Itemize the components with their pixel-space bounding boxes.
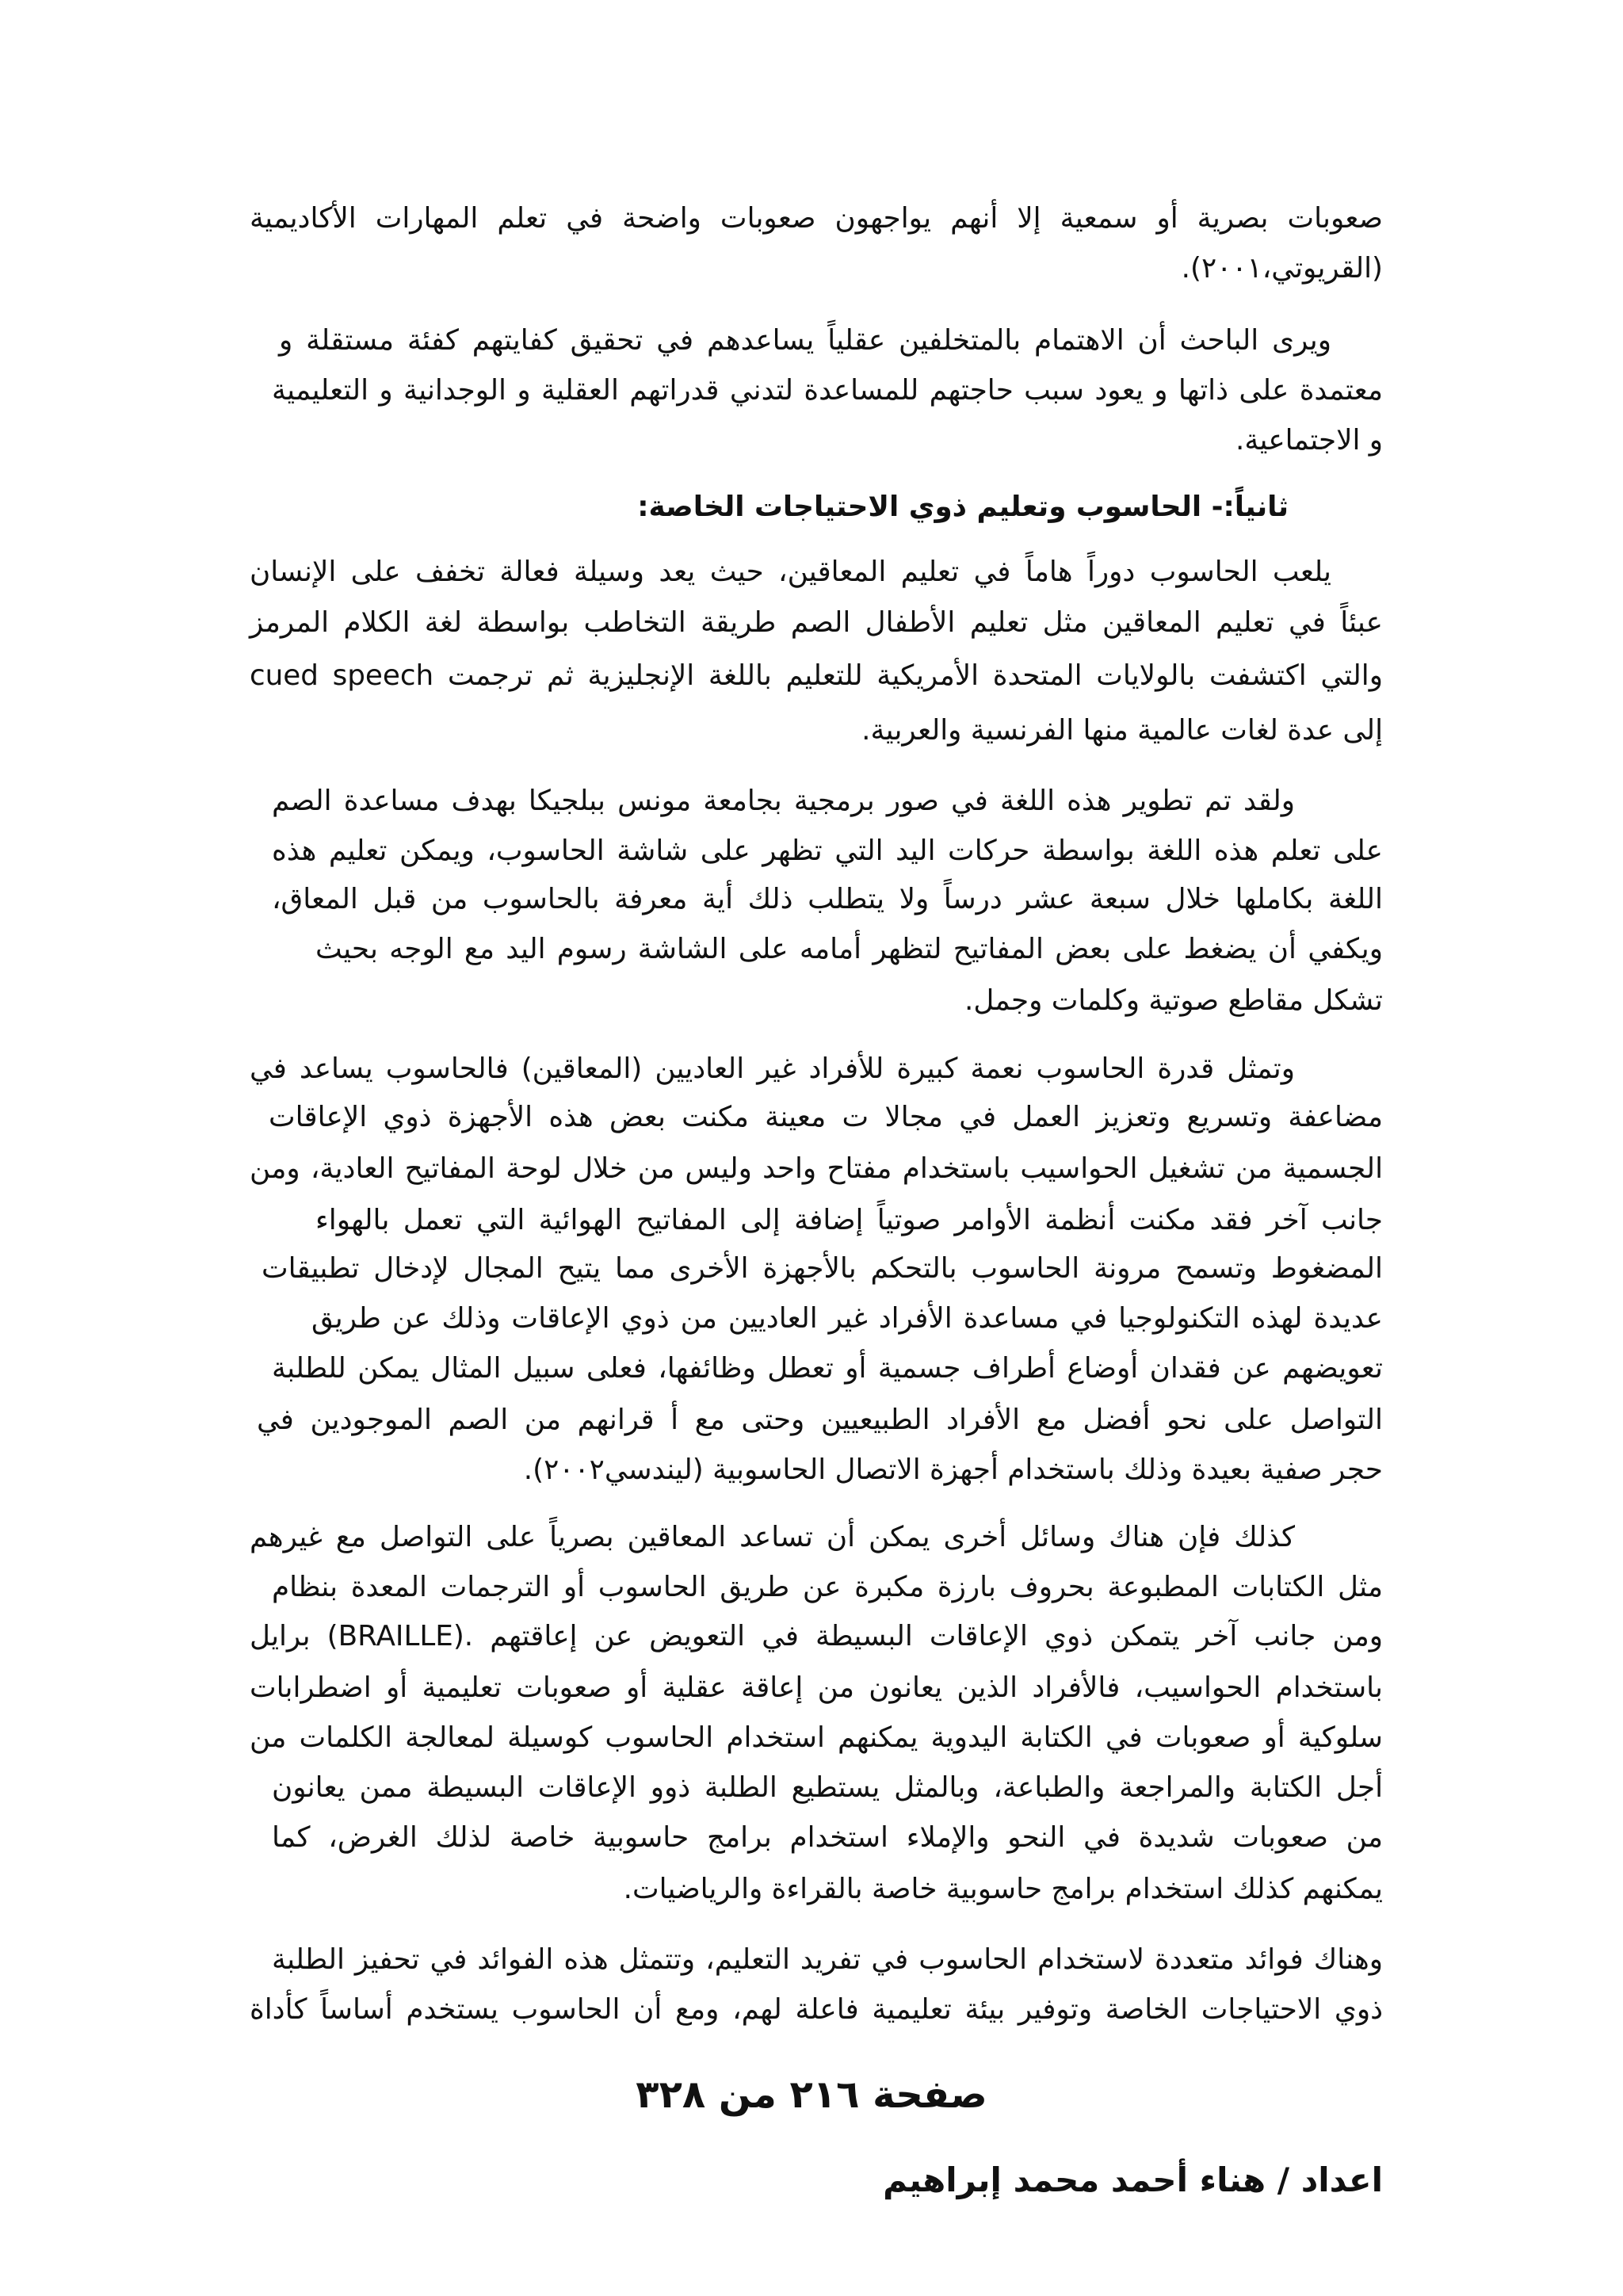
body-text-line: الجسمية من تشغيل الحواسيب باستخدام مفتاح واحد وليس من خلال لوحة المفاتيح العادية، ومن (250, 1152, 1383, 1185)
body-text-line: عبئاً في تعليم المعاقين مثل تعليم الأطفال الصم طريقة التخاطب بواسطة لغة الكلام المرمز (250, 606, 1383, 639)
body-text-line: مضاعفة وتسريع وتعزيز العمل في مجالا ت معينة مكنت بعض هذه الأجهزة ذوي الإعاقات (269, 1101, 1383, 1133)
body-text-line: التواصل على نحو أفضل مع الأفراد الطبيعيين وحتى مع أ قرانهم من الصم الموجودين في (257, 1404, 1383, 1436)
body-text-line: مثل الكتابات المطبوعة بحروف بارزة مكبرة عن طريق الحاسوب أو الترجمات المعدة بنظام (272, 1571, 1383, 1603)
body-text-line: جانب آخر فقد مكنت أنظمة الأوامر صوتياً إضافة إلى المفاتيح الهوائية التي تعمل بالهواء (315, 1204, 1383, 1236)
body-text-line: cued speech والتي اكتشفت بالولايات المتحدة الأمريكية للتعليم باللغة الإنجليزية ثم ترجمت (250, 659, 1383, 692)
page-number: صفحة ٢١٦ من ٣٢٨ (636, 2073, 987, 2117)
author-credit: اعداد / هناء أحمد محمد إبراهيم (883, 2160, 1383, 2199)
body-text-line: ولقد تم تطوير هذه اللغة في صور برمجية بجامعة مونس ببلجيكا بهدف مساعدة الصم (272, 785, 1295, 817)
body-text-line: سلوكية أو صعوبات في الكتابة اليدوية يمكنهم استخدام الحاسوب كوسيلة لمعالجة الكلمات من (250, 1721, 1383, 1754)
body-text-line: تعويضهم عن فقدان أوضاع أطراف جسمية أو تعطل وظائفها، فعلى سبيل المثال يمكن للطلبة (272, 1352, 1383, 1385)
body-text-line: صعوبات بصرية أو سمعية إلا أنهم يواجهون صعوبات واضحة في تعلم المهارات الأكاديمية (250, 202, 1383, 235)
body-text-line: و الاجتماعية. (1235, 424, 1383, 457)
body-text-line: وتمثل قدرة الحاسوب نعمة كبيرة للأفراد غير العاديين (المعاقين) فالحاسوب يساعد في (250, 1052, 1295, 1085)
body-text-line: إلى عدة لغات عالمية منها الفرنسية والعربية. (861, 714, 1383, 747)
body-text-line: معتمدة على ذاتها و يعود سبب حاجتهم للمساعدة لتدني قدراتهم العقلية و الوجدانية و التعليمية (272, 374, 1383, 407)
body-text-line: ويكفي أن يضغط على بعض المفاتيح لتظهر أمامه على الشاشة رسوم اليد مع الوجه بحيث (315, 933, 1383, 965)
body-text-line: وهناك فوائد متعددة لاستخدام الحاسوب في تفريد التعليم، وتتمثل هذه الفوائد في تحفيز الطلبة (272, 1943, 1383, 1976)
body-text-line: على تعلم هذه اللغة بواسطة حركات اليد التي تظهر على شاشة الحاسوب، ويمكن تعليم هذه (272, 835, 1383, 867)
citation-line: (القريوتي،٢٠٠١). (1181, 252, 1383, 285)
body-text-line: باستخدام الحواسيب، فالأفراد الذين يعانون من إعاقة عقلية أو صعوبات تعليمية أو اضطرابات (250, 1671, 1383, 1704)
body-text-line: من صعوبات شديدة في النحو والإملاء استخدام برامج حاسوبية خاصة لذلك الغرض، كما (272, 1821, 1383, 1854)
body-text-line: كذلك فإن هناك وسائل أخرى يمكن أن تساعد المعاقين بصرياً على التواصل مع غيرهم (250, 1521, 1295, 1553)
body-text-line: اللغة بكاملها خلال سبعة عشر درساً ولا يتطلب ذلك أية معرفة بالحاسوب من قبل المعاق، (272, 883, 1383, 915)
body-text-line: عديدة لهذه التكنولوجيا في مساعدة الأفراد غير العاديين من ذوي الإعاقات وذلك عن طريق (311, 1302, 1383, 1335)
body-text-line: يلعب الحاسوب دوراً هاماً في تعليم المعاقين، حيث يعد وسيلة فعالة تخفف على الإنسان (250, 556, 1331, 588)
body-text-line: برايل (BRAILLE). ومن جانب آخر يتمكن ذوي الإعاقات البسيطة في التعويض عن إعاقتهم (250, 1620, 1383, 1652)
body-text-line: ويرى الباحث أن الاهتمام بالمتخلفين عقلياً يساعدهم في تحقيق كفايتهم كفئة مستقلة و (279, 324, 1331, 357)
body-text-line: يمكنهم كذلك استخدام برامج حاسوبية خاصة بالقراءة والرياضيات. (623, 1873, 1383, 1905)
body-text-line: أجل الكتابة والمراجعة والطباعة، وبالمثل يستطيع الطلبة ذوو الإعاقات البسيطة ممن يعانون (272, 1771, 1383, 1804)
section-heading: ثانياً:- الحاسوب وتعليم ذوي الاحتياجات الخاصة: (637, 491, 1289, 523)
body-text-line: تشكل مقاطع صوتية وكلمات وجمل. (964, 984, 1383, 1017)
body-text-line: المضغوط وتسمح مرونة الحاسوب بالتحكم بالأجهزة الأخرى مما يتيح المجال لإدخال تطبيقات (262, 1252, 1383, 1285)
body-text-line: ذوي الاحتياجات الخاصة وتوفير بيئة تعليمية فاعلة لهم، ومع أن الحاسوب يستخدم أساساً كأداة (250, 1993, 1383, 2026)
citation-line: حجر صفية بعيدة وذلك باستخدام أجهزة الاتصال الحاسوبية (ليندسي٢٠٠٢). (523, 1454, 1383, 1486)
